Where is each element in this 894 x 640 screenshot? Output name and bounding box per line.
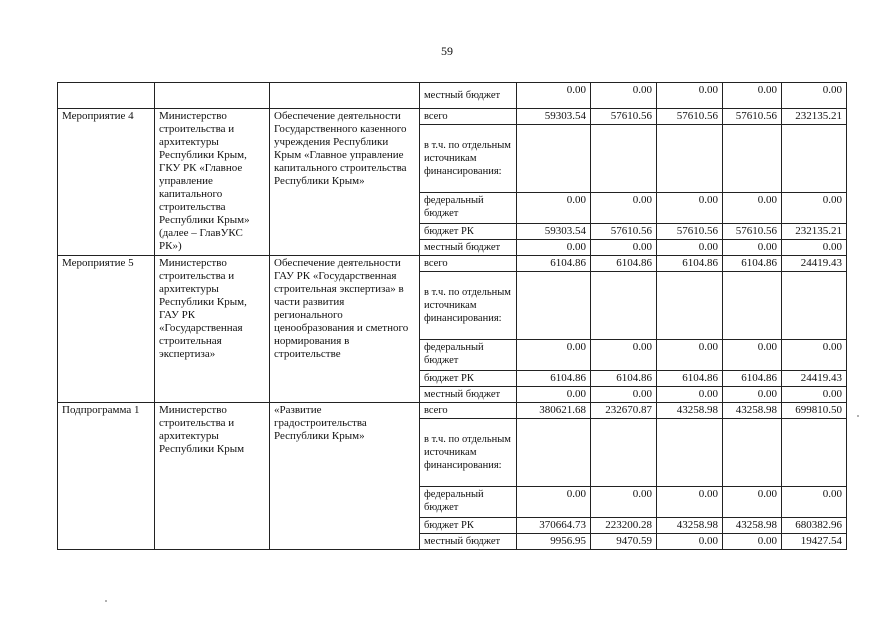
row-label: местный бюджет (420, 534, 517, 550)
row-label: всего (420, 403, 517, 419)
value-cell: 43258.98 (657, 518, 723, 534)
description-cell: Обеспечение деятельности Государственного казенного учреждения Республики Крым «Главное управление капитального строительства Республики Крым» (270, 109, 420, 256)
table-row (58, 83, 847, 109)
value-cell: 0.00 (591, 487, 657, 518)
value-cell: 0.00 (782, 340, 847, 371)
value-cell: 0.00 (782, 240, 847, 256)
value-cell: 0.00 (517, 340, 591, 371)
value-cell (517, 272, 591, 340)
value-cell: 0.00 (591, 240, 657, 256)
value-cell: 0.00 (723, 193, 782, 224)
row-label: бюджет РК (420, 518, 517, 534)
value-cell: 0.00 (657, 534, 723, 550)
blank-cell (58, 83, 155, 109)
value-cell: 0.00 (517, 387, 591, 403)
row-label: местный бюджет (420, 387, 517, 403)
value-cell: 6104.86 (517, 371, 591, 387)
scan-speck (105, 600, 107, 602)
executor-cell: Министерство строительства и архитектуры Республики Крым (155, 403, 270, 550)
value-cell (723, 125, 782, 193)
value-cell: 43258.98 (723, 518, 782, 534)
value-cell: 0.00 (591, 193, 657, 224)
value-cell (591, 272, 657, 340)
value-cell (517, 419, 591, 487)
value-cell (657, 125, 723, 193)
value-cell: 0.00 (782, 83, 847, 109)
value-cell (782, 419, 847, 487)
table-row (58, 256, 847, 272)
value-cell: 0.00 (657, 487, 723, 518)
table-row (58, 403, 847, 419)
value-cell (657, 272, 723, 340)
measure-name: Подпрограмма 1 (58, 403, 155, 550)
value-cell: 232135.21 (782, 109, 847, 125)
value-cell: 6104.86 (517, 256, 591, 272)
value-cell: 0.00 (657, 340, 723, 371)
row-label: местный бюджет (420, 240, 517, 256)
value-cell: 6104.86 (657, 371, 723, 387)
value-cell: 0.00 (591, 387, 657, 403)
page-number: 59 (441, 44, 453, 58)
value-cell: 24419.43 (782, 256, 847, 272)
value-cell: 0.00 (723, 534, 782, 550)
value-cell: 57610.56 (723, 224, 782, 240)
value-cell (591, 125, 657, 193)
value-cell: 370664.73 (517, 518, 591, 534)
row-label: бюджет РК (420, 224, 517, 240)
executor-cell: Министерство строительства и архитектуры Республики Крым, ГАУ РК «Государственная строительная экспертиза» (155, 256, 270, 403)
value-cell (657, 419, 723, 487)
value-cell: 699810.50 (782, 403, 847, 419)
value-cell: 0.00 (723, 387, 782, 403)
row-label: всего (420, 256, 517, 272)
value-cell: 9470.59 (591, 534, 657, 550)
value-cell: 0.00 (657, 193, 723, 224)
value-cell: 0.00 (723, 487, 782, 518)
value-cell: 0.00 (517, 487, 591, 518)
value-cell: 0.00 (723, 340, 782, 371)
value-cell: 0.00 (591, 83, 657, 109)
measure-name: Мероприятие 4 (58, 109, 155, 256)
value-cell: 0.00 (657, 240, 723, 256)
value-cell (782, 125, 847, 193)
scan-speck (857, 415, 859, 417)
value-cell (723, 419, 782, 487)
value-cell: 6104.86 (591, 256, 657, 272)
row-label: федеральный бюджет (420, 193, 517, 224)
value-cell: 57610.56 (657, 224, 723, 240)
value-cell: 0.00 (782, 387, 847, 403)
value-cell (723, 272, 782, 340)
blank-cell (270, 83, 420, 109)
row-label: в т.ч. по отдельным источникам финансирования: (420, 419, 517, 487)
value-cell: 43258.98 (657, 403, 723, 419)
value-cell: 0.00 (723, 83, 782, 109)
value-cell: 9956.95 (517, 534, 591, 550)
row-label: федеральный бюджет (420, 340, 517, 371)
value-cell: 6104.86 (723, 256, 782, 272)
value-cell: 232135.21 (782, 224, 847, 240)
value-cell: 380621.68 (517, 403, 591, 419)
value-cell: 6104.86 (591, 371, 657, 387)
table-row (58, 109, 847, 125)
row-label: всего (420, 109, 517, 125)
value-cell: 0.00 (782, 487, 847, 518)
value-cell: 0.00 (517, 193, 591, 224)
value-cell (591, 419, 657, 487)
value-cell: 223200.28 (591, 518, 657, 534)
measure-name: Мероприятие 5 (58, 256, 155, 403)
value-cell: 19427.54 (782, 534, 847, 550)
row-label: бюджет РК (420, 371, 517, 387)
value-cell: 59303.54 (517, 224, 591, 240)
value-cell: 43258.98 (723, 403, 782, 419)
value-cell: 24419.43 (782, 371, 847, 387)
value-cell: 6104.86 (723, 371, 782, 387)
blank-cell (155, 83, 270, 109)
budget-table (57, 82, 847, 550)
value-cell: 0.00 (517, 83, 591, 109)
row-label: в т.ч. по отдельным источникам финансирования: (420, 125, 517, 193)
value-cell: 6104.86 (657, 256, 723, 272)
value-cell: 0.00 (657, 83, 723, 109)
value-cell: 0.00 (657, 387, 723, 403)
value-cell: 232670.87 (591, 403, 657, 419)
value-cell (782, 272, 847, 340)
value-cell: 0.00 (782, 193, 847, 224)
value-cell: 0.00 (723, 240, 782, 256)
value-cell: 57610.56 (591, 109, 657, 125)
row-label: местный бюджет (420, 83, 517, 109)
value-cell: 0.00 (517, 240, 591, 256)
value-cell: 680382.96 (782, 518, 847, 534)
value-cell: 57610.56 (723, 109, 782, 125)
value-cell (517, 125, 591, 193)
value-cell: 57610.56 (591, 224, 657, 240)
budget-table-body (58, 83, 847, 550)
row-label: федеральный бюджет (420, 487, 517, 518)
row-label: в т.ч. по отдельным источникам финансирования: (420, 272, 517, 340)
value-cell: 59303.54 (517, 109, 591, 125)
value-cell: 57610.56 (657, 109, 723, 125)
description-cell: Обеспечение деятельности ГАУ РК «Государственная строительная экспертиза» в части развития регионального ценообразования и сметного нормирования в строительстве (270, 256, 420, 403)
executor-cell: Министерство строительства и архитектуры Республики Крым, ГКУ РК «Главное управление капитального строительства Республики Крым» (далее – ГлавУКС РК») (155, 109, 270, 256)
description-cell: «Развитие градостроительства Республики Крым» (270, 403, 420, 550)
value-cell: 0.00 (591, 340, 657, 371)
